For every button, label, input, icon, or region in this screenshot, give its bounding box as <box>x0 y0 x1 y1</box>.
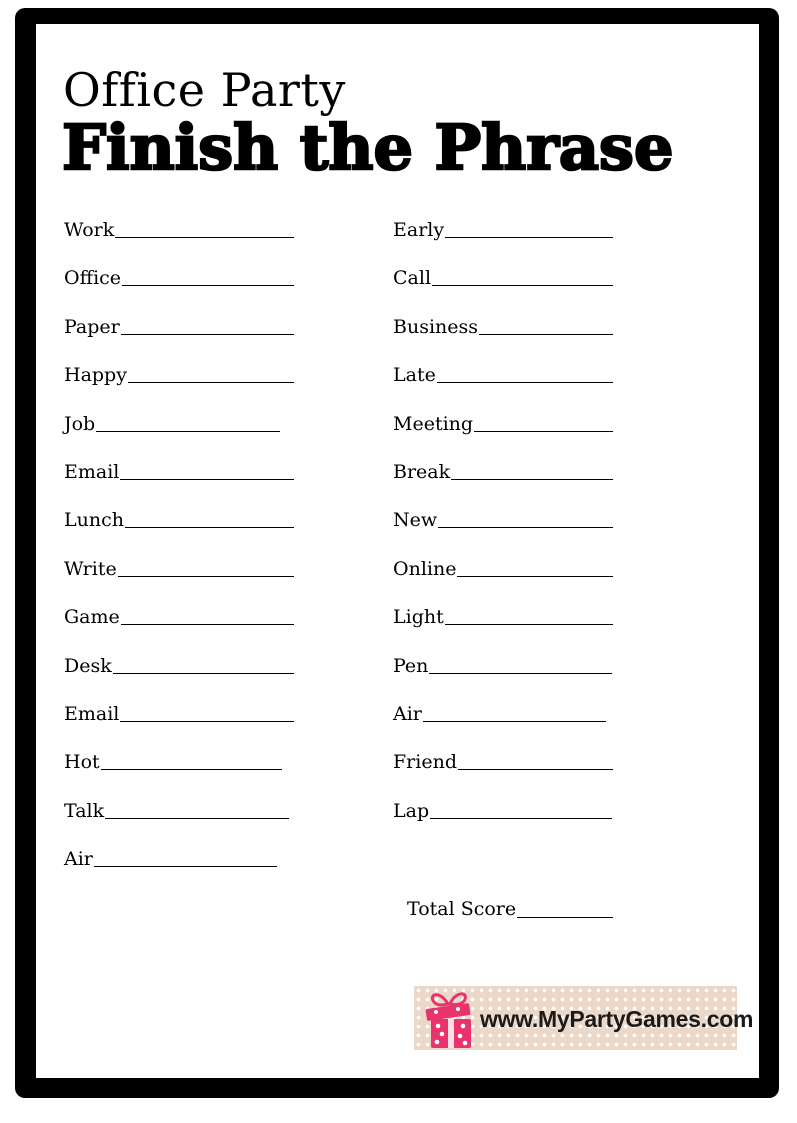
phrase-word: Email <box>64 460 120 483</box>
phrase-item <box>64 315 294 363</box>
answer-blank[interactable] <box>430 799 612 819</box>
answer-blank[interactable] <box>479 315 613 335</box>
answer-blank[interactable] <box>432 266 613 286</box>
answer-blank[interactable] <box>437 363 613 383</box>
answer-blank[interactable] <box>429 654 612 674</box>
phrase-word: Late <box>393 364 436 387</box>
phrase-item <box>393 460 613 508</box>
phrase-word: New <box>393 509 438 532</box>
phrase-word: Business <box>393 315 479 338</box>
answer-blank[interactable] <box>122 266 294 286</box>
phrase-word: Light <box>393 606 444 629</box>
phrase-item <box>64 460 294 508</box>
answer-blank[interactable] <box>438 508 613 528</box>
gift-box-icon <box>422 988 478 1050</box>
phrase-item <box>64 847 277 895</box>
phrase-item <box>393 218 613 266</box>
answer-blank[interactable] <box>445 605 613 625</box>
phrase-item <box>393 750 613 798</box>
answer-blank[interactable] <box>101 750 282 770</box>
phrase-word: Office <box>64 267 122 290</box>
phrase-item <box>393 605 613 653</box>
answer-blank[interactable] <box>457 557 613 577</box>
phrase-word: Paper <box>64 315 120 338</box>
page-subtitle: Office Party <box>63 63 346 117</box>
phrase-item <box>393 654 612 702</box>
phrase-word: Air <box>393 702 422 725</box>
phrase-item <box>64 508 294 556</box>
answer-blank[interactable] <box>125 508 294 528</box>
total-score-label: Total Score <box>407 898 517 920</box>
answer-blank[interactable] <box>115 218 294 238</box>
phrase-item <box>64 412 280 460</box>
phrase-item <box>64 799 289 847</box>
phrase-word: Game <box>64 606 120 629</box>
phrase-item <box>393 799 612 847</box>
phrase-item <box>64 363 294 411</box>
phrase-word: Happy <box>64 364 127 387</box>
answer-blank[interactable] <box>458 750 613 770</box>
phrase-word: Hot <box>64 751 100 774</box>
phrase-word: Call <box>393 267 432 290</box>
site-logo <box>414 986 754 1050</box>
answer-blank[interactable] <box>105 799 289 819</box>
answer-blank[interactable] <box>451 460 613 480</box>
phrase-item <box>393 412 613 460</box>
phrase-item <box>393 557 613 605</box>
left-phrase-column <box>64 218 294 895</box>
phrase-word: Air <box>64 848 93 871</box>
phrase-item <box>64 702 294 750</box>
answer-blank[interactable] <box>423 702 606 722</box>
phrase-word: Early <box>393 219 445 241</box>
phrase-item <box>64 266 294 314</box>
phrase-item <box>64 557 294 605</box>
answer-blank[interactable] <box>445 218 613 238</box>
phrase-item <box>64 750 282 798</box>
phrase-word: Meeting <box>393 412 474 435</box>
answer-blank[interactable] <box>474 412 613 432</box>
phrase-word: Friend <box>393 751 457 774</box>
answer-blank[interactable] <box>128 363 294 383</box>
phrase-word: Lap <box>393 799 430 822</box>
phrase-item <box>393 702 606 750</box>
total-score <box>407 898 613 920</box>
phrase-item <box>393 508 613 556</box>
right-phrase-column <box>393 218 613 847</box>
phrase-item <box>64 654 294 702</box>
answer-blank[interactable] <box>96 412 280 432</box>
phrase-word: Break <box>393 460 451 483</box>
phrase-word: Email <box>64 702 120 725</box>
answer-blank[interactable] <box>118 557 294 577</box>
phrase-item <box>64 605 294 653</box>
answer-blank[interactable] <box>120 702 294 722</box>
phrase-word: Talk <box>64 799 105 822</box>
answer-blank[interactable] <box>120 460 294 480</box>
phrase-word: Online <box>393 557 457 580</box>
phrase-word: Job <box>64 412 96 435</box>
phrase-item <box>393 315 613 363</box>
answer-blank[interactable] <box>94 847 277 867</box>
answer-blank[interactable] <box>121 605 294 625</box>
phrase-word: Work <box>64 219 115 241</box>
phrase-word: Desk <box>64 654 112 677</box>
phrase-word: Lunch <box>64 509 124 532</box>
answer-blank[interactable] <box>113 654 294 674</box>
phrase-word: Pen <box>393 654 429 677</box>
answer-blank[interactable] <box>121 315 294 335</box>
phrase-word: Write <box>64 557 117 580</box>
phrase-item <box>393 266 613 314</box>
total-score-blank[interactable] <box>517 898 613 918</box>
phrase-item <box>393 363 613 411</box>
page-title: Finish the Phrase <box>62 111 674 184</box>
site-url[interactable]: www.MyPartyGames.com <box>480 1006 754 1032</box>
phrase-item <box>64 218 294 266</box>
